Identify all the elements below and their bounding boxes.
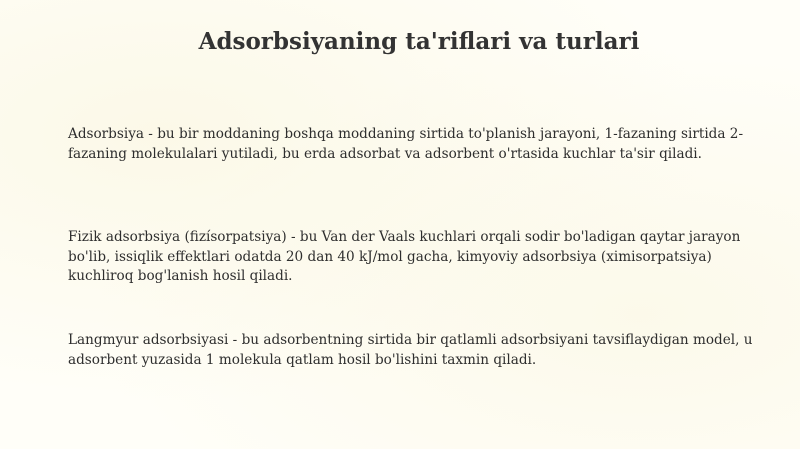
- paragraph-fizik-adsorbsiya: Fizik adsorbsiya (fizísorpatsiya) - bu Van der Vaals kuchlari orqali sodir bo'ladigan qaytar jarayon bo'lib, issiqlik effektlari odatda 20 dan 40 kJ/mol gacha, kimyoviy adsorbsiya (ximisorpatsiya) kuchliroq bog'lanish hosil qiladi.: [68, 229, 741, 284]
- paragraph-adsorbsiya-definition: Adsorbsiya - bu bir moddaning boshqa moddaning sirtida to'planish jarayoni, 1-fazaning sirtida 2-fazaning molekulalari yutiladi, bu erda adsorbat va adsorbent o'rtasida kuchlar ta'sir qiladi.: [68, 126, 744, 162]
- slide-title: Adsorbsiyaning ta'riflari va turlari: [198, 28, 640, 55]
- paragraph-langmyur-adsorbsiyasi: Langmyur adsorbsiyasi - bu adsorbentning sirtida bir qatlamli adsorbsiyani tavsiflaydigan model, u adsorbent yuzasida 1 molekula qatlam hosil bo'lishini taxmin qiladi.: [68, 332, 753, 368]
